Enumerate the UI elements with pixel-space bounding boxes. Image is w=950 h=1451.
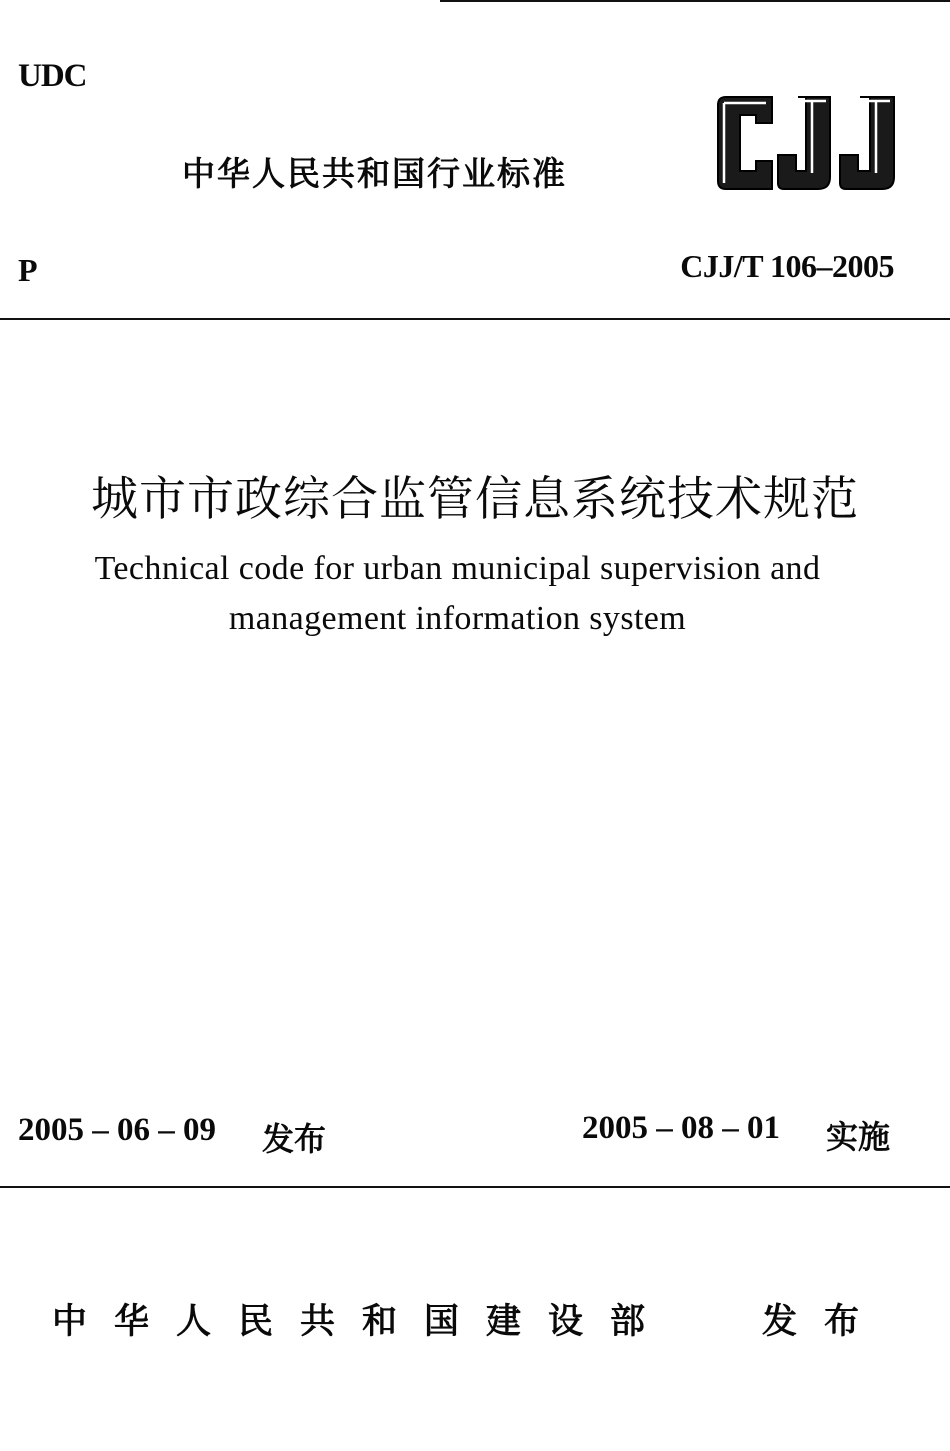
publish-date: 2005 – 06 – 09	[18, 1112, 216, 1148]
implement-date: 2005 – 08 – 01	[582, 1110, 780, 1146]
title-english	[0, 544, 915, 644]
category-letter: P	[18, 252, 38, 288]
implement-label: 实施	[826, 1118, 891, 1156]
logo-letter-c	[718, 97, 772, 189]
publish-label: 发布	[262, 1120, 327, 1158]
footer-divider	[0, 1186, 950, 1188]
header-divider	[0, 318, 950, 320]
cjj-logo	[712, 93, 902, 193]
standard-type-heading: 中华人民共和国行业标准	[182, 154, 567, 193]
logo-letter-j-2	[840, 97, 894, 189]
title-english-line-1: Technical code for urban municipal supervision and	[94, 550, 821, 587]
udc-label: UDC	[18, 58, 87, 94]
standard-code: CJJ/T 106–2005	[680, 248, 894, 284]
title-chinese: 城市市政综合监管信息系统技术规范	[91, 472, 859, 527]
issuer-name: 中华人民共和国建设部	[52, 1302, 673, 1342]
issue-label: 发布	[762, 1302, 887, 1342]
title-english-line-2: management information system	[228, 600, 687, 637]
top-rule	[440, 0, 950, 2]
logo-letter-j-1	[778, 97, 830, 189]
